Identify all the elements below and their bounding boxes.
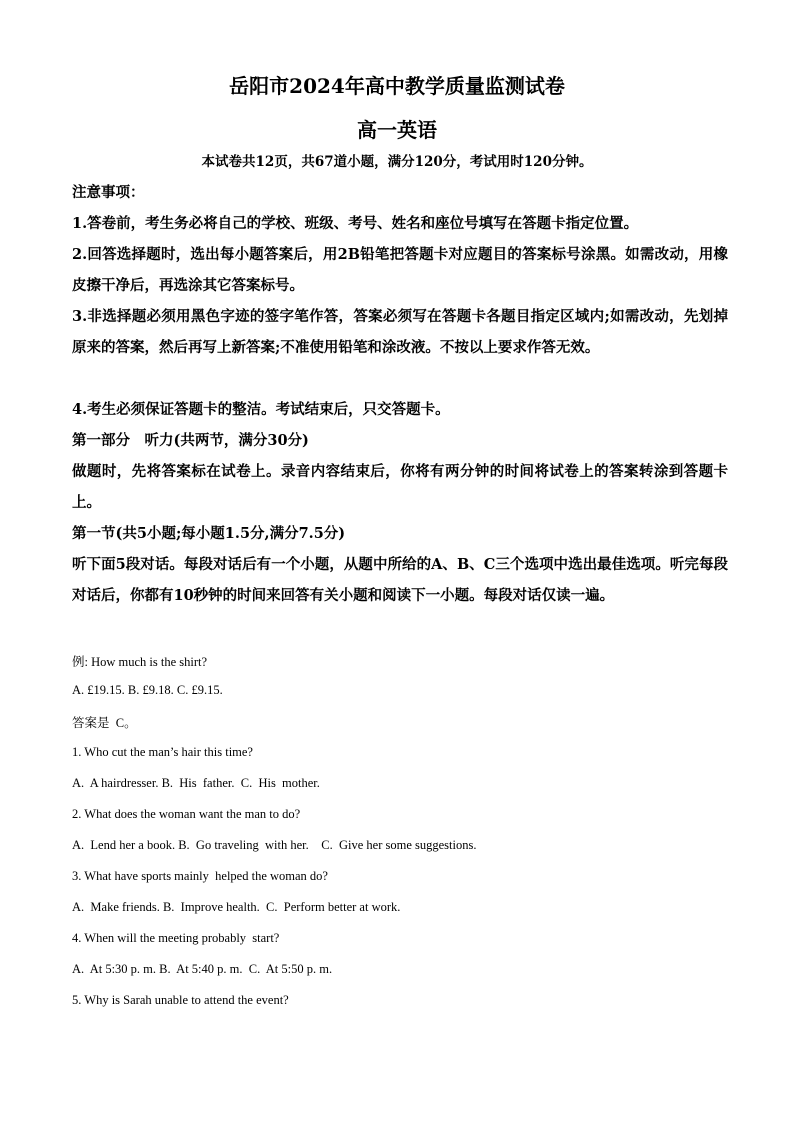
example-question: 例: How much is the shirt? [72, 655, 208, 669]
question-4-options: A. At 5:30 p. m. B. At 5:40 p. m. C. At 5:50 p. m. [72, 962, 333, 976]
question-3: 3. What have sports mainly helped the woman do? [72, 869, 328, 883]
question-1: 1. Who cut the man’s hair this time? [72, 745, 253, 759]
notice-item-1: 1.答卷前，考生务必将自己的学校、班级、考号、姓名和座位号填写在答题卡指定位置。 [72, 215, 639, 232]
part1-instruction: 做题时，先将答案标在试卷上。录音内容结束后，你将有两分钟的时间将试卷上的答案转涂到答题卡上。 [72, 463, 728, 511]
question-2: 2. What does the woman want the man to do? [72, 807, 301, 821]
exam-info: 本试卷共12页，共67道小题，满分120分，考试用时120分钟。 [201, 154, 593, 170]
example-options: A. £19.15. B. £9.18. C. £9.15. [72, 683, 223, 697]
section1-instruction: 听下面5段对话。每段对话后有一个小题，从题中所给的A、B、C三个选项中选出最佳选项。听完每段对话后，你都有10秒钟的时间来回答有关小题和阅读下一小题。每段对话仅读一遍。 [72, 556, 728, 604]
question-1-options: A. A hairdresser. B. His father. C. His mother. [72, 776, 320, 790]
question-4: 4. When will the meeting probably start? [72, 931, 280, 945]
section1-heading: 第一节(共5小题;每小题1.5分,满分7.5分) [72, 525, 346, 542]
notice-item-3: 3.非选择题必须用黑色字迹的签字笔作答，答案必须写在答题卡各题目指定区域内;如需改动，先划掉原来的答案，然后再写上新答案;不准使用铅笔和涂改液。不按以上要求作答无效。 [72, 308, 728, 356]
part1-heading: 第一部分 听力(共两节，满分30分) [72, 432, 309, 449]
exam-title: 岳阳市2024年高中教学质量监测试卷 [229, 74, 565, 98]
notice-heading: 注意事项： [72, 184, 145, 201]
subject-title: 高一英语 [357, 118, 437, 142]
question-2-options: A. Lend her a book. B. Go traveling with her. C. Give her some suggestions. [72, 838, 477, 852]
question-5: 5. Why is Sarah unable to attend the event? [72, 993, 289, 1007]
notice-item-4: 4.考生必须保证答题卡的整洁。考试结束后，只交答题卡。 [72, 401, 450, 418]
notice-item-2: 2.回答选择题时，选出每小题答案后，用2B铅笔把答题卡对应题目的答案标号涂黑。如需改动，用橡皮擦干净后，再选涂其它答案标号。 [72, 246, 728, 294]
example-answer: 答案是 C。 [72, 716, 137, 730]
question-3-options: A. Make friends. B. Improve health. C. Perform better at work. [72, 900, 401, 914]
